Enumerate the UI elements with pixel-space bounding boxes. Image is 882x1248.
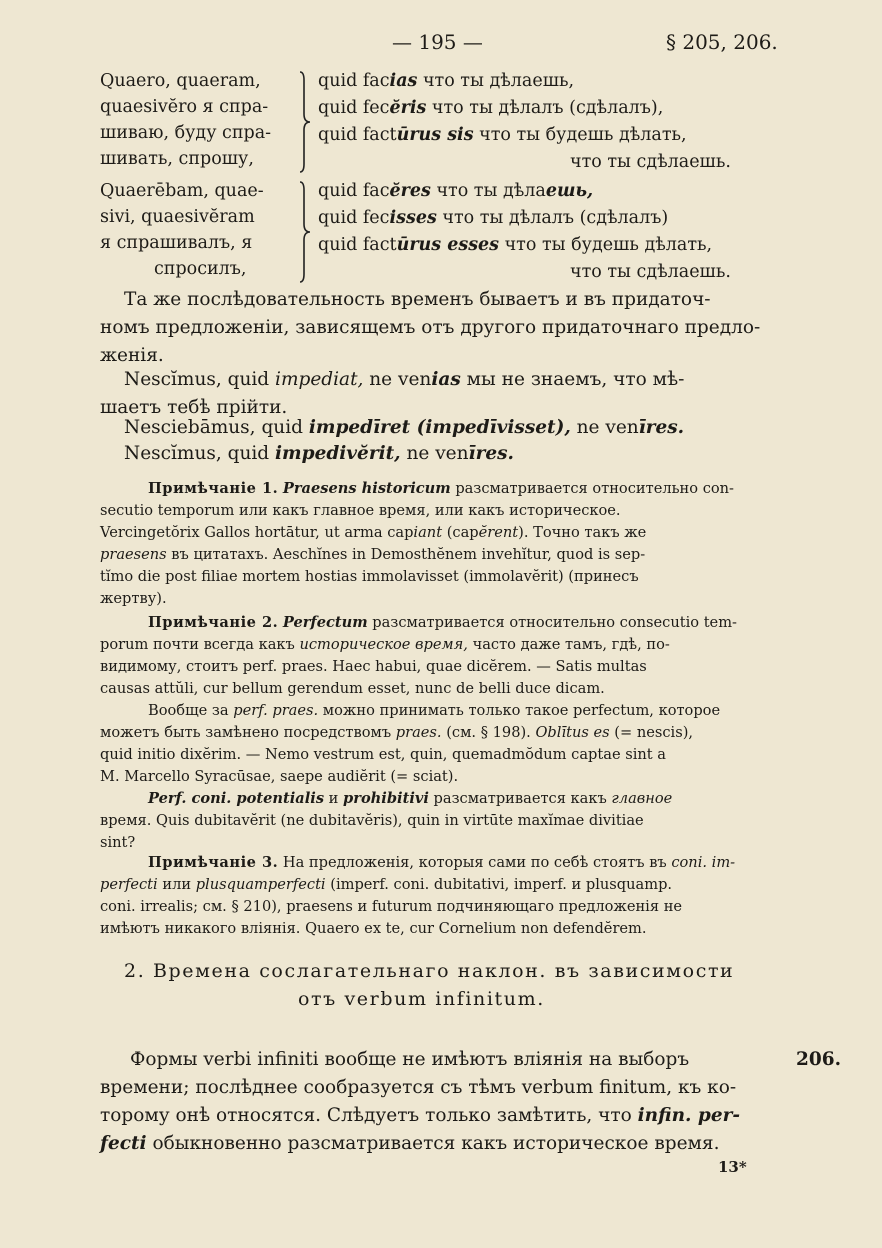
table-left-line: шивать, спрошу,: [100, 149, 254, 169]
table-right-line: quid facĕres что ты дѣлаешь,: [318, 181, 594, 201]
table-left-line: Quaerēbam, quae-: [100, 181, 264, 201]
note-line: coni. irrealis; см. § 210), praesens и futurum подчиняющаго предложенія не: [100, 898, 683, 915]
table-group1-left: [100, 68, 290, 172]
note-line: видимому, стоитъ perf. praes. Haec habui, quae dicĕrem. — Satis multas: [100, 658, 647, 675]
brace-2: [292, 180, 316, 284]
note-line: praesens въ цитатахъ. Aeschĭnes in Demosthĕnem invehĭtur, quod is sep-: [100, 546, 646, 563]
table-right-line: quid fecisses что ты дѣлалъ (сдѣлалъ): [318, 208, 669, 228]
margin-number: 206.: [796, 1049, 842, 1070]
table-group2-left: [100, 178, 290, 282]
page-number: — 195 —: [392, 30, 483, 54]
note-line: имѣютъ никакого вліянія. Quaero ex te, cur Cornelium non defendĕrem.: [100, 920, 647, 937]
table-left-line: спросилъ,: [154, 259, 247, 279]
note-line: время. Quis dubitavĕrit (ne dubitavĕris), quin in virtūte maxĭmae divitiae: [100, 812, 644, 829]
paragraph-line: торому онѣ относятся. Слѣдуетъ только замѣтить, что infin. per-: [100, 1105, 741, 1126]
note-line: жертву).: [100, 590, 167, 607]
paragraph-line: Формы verbi infiniti вообще не имѣютъ вліянія на выборъ: [130, 1049, 690, 1070]
table-right-line: что ты сдѣлаешь.: [570, 152, 731, 172]
table-left-line: я спрашивалъ, я: [100, 233, 253, 253]
signature-mark: 13*: [718, 1158, 747, 1176]
note-line: Примѣчаніе 2. Perfectum разсматривается относительно consecutio tem-: [148, 614, 737, 631]
note-line: tĭmo die post filiae mortem hostias immolavisset (immolavĕrit) (принесъ: [100, 568, 639, 585]
brace-1: [292, 70, 316, 174]
paragraph-line: fecti обыкновенно разсматривается какъ историческое время.: [100, 1133, 720, 1154]
table-left-line: sivi, quaesivĕram: [100, 207, 255, 227]
table-right-line: quid fecĕris что ты дѣлалъ (сдѣлалъ),: [318, 98, 664, 118]
table-left-line: Quaero, quaeram,: [100, 71, 261, 91]
paragraph-final: [100, 1046, 740, 1158]
note-1: [100, 478, 734, 610]
paragraph-line: номъ предложеніи, зависящемъ отъ другого придаточнаго предло-: [100, 317, 761, 338]
paragraph-1: [100, 286, 761, 370]
example-1: Nescĭmus, quid impediat, ne venias мы не знаемъ, что мѣ-: [124, 369, 685, 390]
paragraph-line: женія.: [100, 345, 164, 366]
example-3: Nescĭmus, quid impedivĕrit, ne venīres.: [124, 443, 514, 464]
note-line: Вообще за perf. praes. можно принимать только такое perfectum, которое: [148, 702, 721, 719]
example-1-cont: шаетъ тебѣ прійти.: [100, 397, 288, 418]
paragraph-line: Та же послѣдовательность временъ бываетъ и въ придаточ-: [124, 289, 711, 310]
note-line: secutio temporum или какъ главное время, или какъ историческое.: [100, 502, 621, 519]
note-line: causas attŭli, cur bellum gerendum esset, nunc de belli duce dicam.: [100, 680, 605, 697]
table-group2-right: [318, 178, 731, 286]
note-line: можетъ быть замѣнено посредствомъ praes. (см. § 198). Oblītus es (= nescis),: [100, 724, 694, 741]
section-2-title-line2: отъ verbum infinitum.: [298, 988, 545, 1010]
table-right-line: quid factūrus esses что ты будешь дѣлать,: [318, 235, 713, 255]
example-2: Nesciebāmus, quid impedīret (impedīvisset), ne venīres.: [124, 417, 685, 438]
note-line: Vercingetŏrix Gallos hortātur, ut arma capiant (capĕrent). Точно такъ же: [100, 524, 647, 541]
section-2-title-line1: 2. Времена сослагательнаго наклон. въ зависимости: [124, 960, 735, 982]
note-3: [100, 852, 735, 940]
note-line: sint?: [100, 834, 136, 851]
table-right-line: что ты сдѣлаешь.: [570, 262, 731, 282]
paragraph-line: времени; послѣднее сообразуется съ тѣмъ verbum finitum, къ ко-: [100, 1077, 737, 1098]
note-line: Примѣчаніе 1. Praesens historicum разсматривается относительно con-: [148, 480, 734, 497]
note-line: M. Marcello Syracūsae, saepe audiĕrit (= sciat).: [100, 768, 459, 785]
note-line: perfecti или plusquamperfecti (imperf. coni. dubitativi, imperf. и plusquamp.: [100, 876, 673, 893]
table-left-line: quaesivĕro я спра-: [100, 97, 269, 117]
table-left-line: шиваю, буду спра-: [100, 123, 272, 143]
note-line: quid initio dixĕrim. — Nemo vestrum est, quin, quemadmŏdum captae sint a: [100, 746, 666, 763]
note-line: porum почти всегда какъ историческое время, часто даже тамъ, гдѣ, по-: [100, 636, 670, 653]
section-ref: § 205, 206.: [666, 30, 778, 54]
note-line: Perf. coni. potentialis и prohibitivi разсматривается какъ главное: [148, 790, 673, 807]
table-right-line: quid factūrus sis что ты будешь дѣлать,: [318, 125, 687, 145]
table-right-line: quid facias что ты дѣлаешь,: [318, 71, 575, 91]
note-line: Примѣчаніе 3. На предложенія, которыя сами по себѣ стоятъ въ coni. im-: [148, 854, 736, 871]
note-2: [100, 612, 737, 854]
table-group1-right: [318, 68, 731, 176]
